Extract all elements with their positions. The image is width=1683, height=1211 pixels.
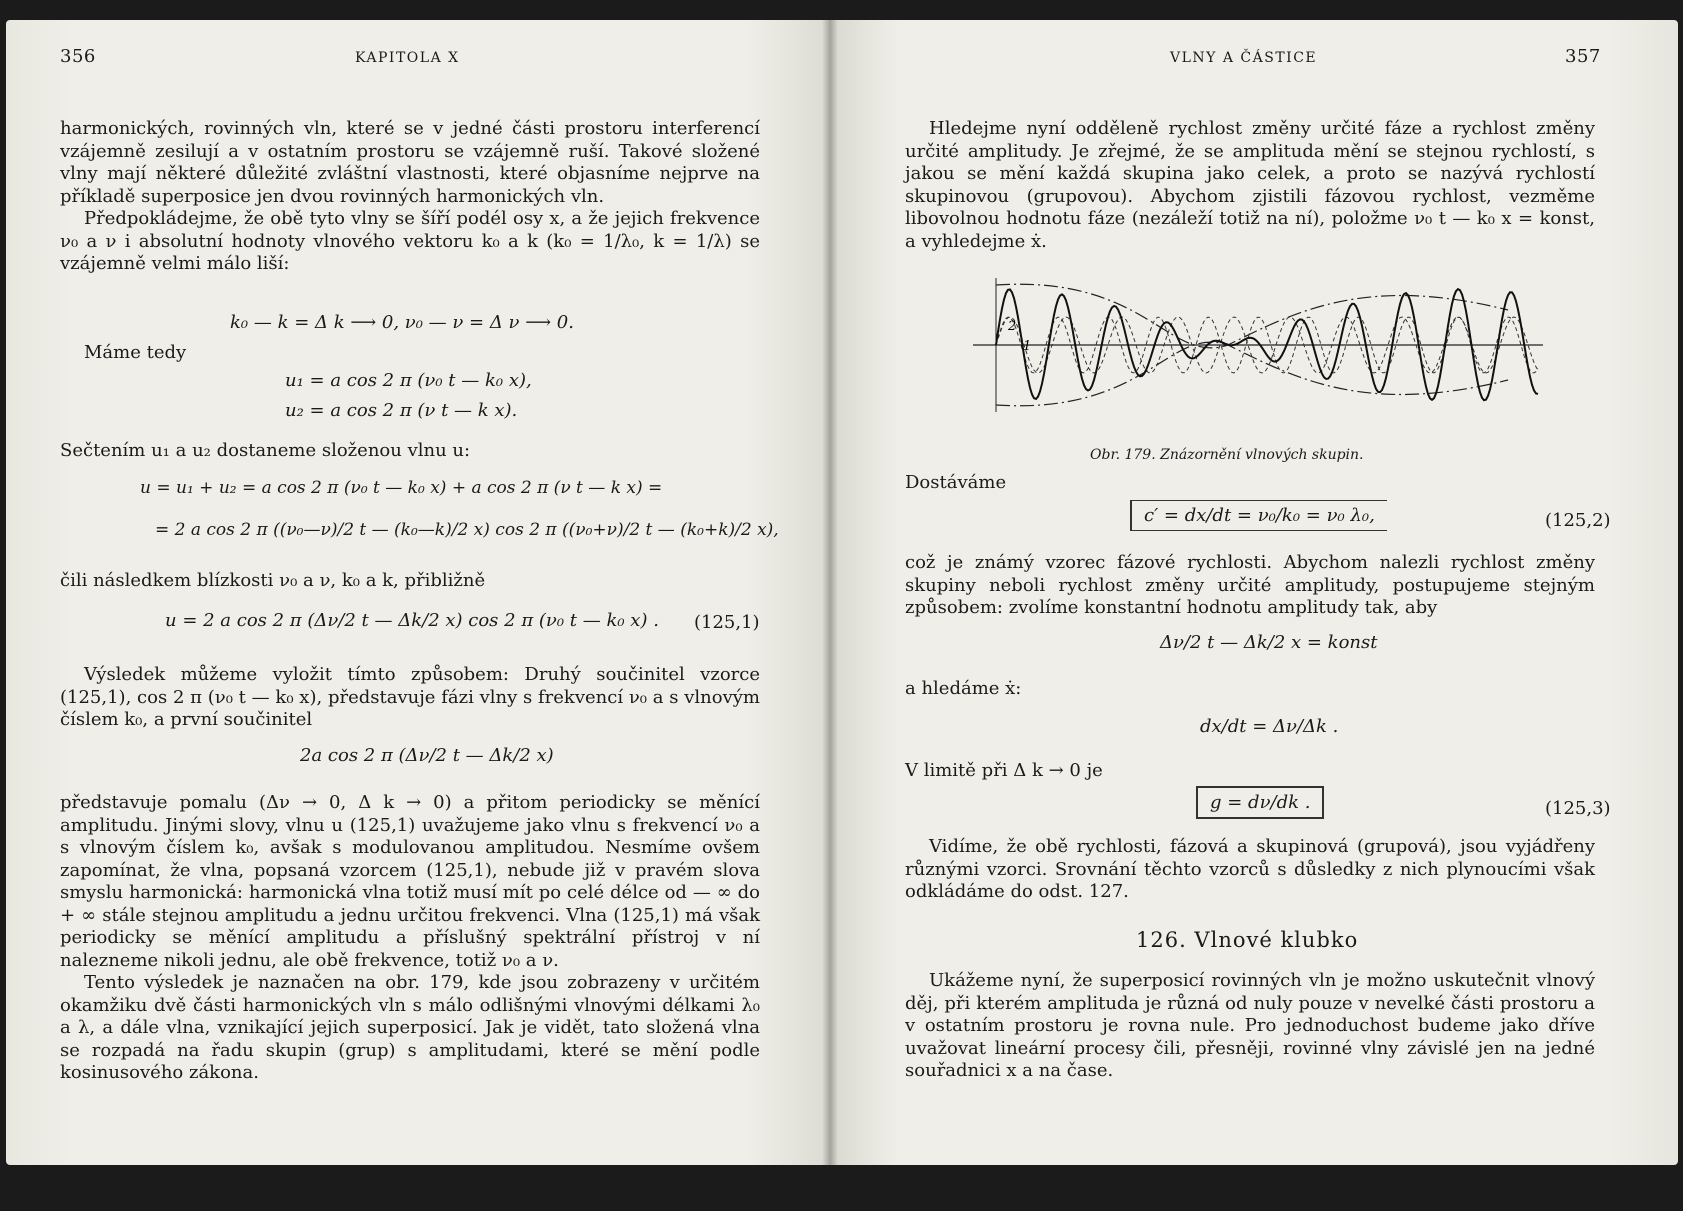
equation-125-3: g = dν/dk .: [1196, 786, 1324, 819]
left-p2-text: Předpokládejme, že obě tyto vlny se šíří podél osy x, a že jejich frekvence ν₀ a ν i absolutní hodnoty vlnového vektoru k₀ a k (k₀ = 1/λ₀, k = 1/λ) se vzájemně velmi málo liší:: [60, 208, 760, 274]
equation-dxdt: dx/dt = Δν/Δk .: [1200, 716, 1339, 737]
limite-text: V limitě při Δ k → 0 je: [905, 760, 1103, 781]
equation-first-factor: 2a cos 2 π (Δν/2 t — Δk/2 x): [300, 745, 554, 766]
wave-groups-figure: [968, 270, 1548, 420]
equation-sum-line1: u = u₁ + u₂ = a cos 2 π (ν₀ t — k₀ x) + a cos 2 π (ν t — k x) =: [140, 478, 663, 498]
mame-tedy-text: Máme tedy: [84, 342, 187, 363]
equation-125-3-number: (125,3): [1545, 798, 1611, 819]
wave-groups-svg: [968, 270, 1548, 420]
left-paragraph-1: [60, 118, 760, 276]
figure-caption: Obr. 179. Znázornění vlnových skupin.: [1090, 447, 1364, 463]
left-running-head: KAPITOLA X: [355, 50, 460, 66]
coz-paragraph: což je známý vzorec fázové rychlosti. Abychom nalezli rychlost změny skupiny neboli rychlost změny určité amplitudy, postupujeme stejným způsobem: zvolíme konstantní hodnotu amplitudy tak, aby: [905, 552, 1595, 618]
figure-label-2: 2: [1008, 319, 1017, 334]
equation-125-2-number: (125,2): [1545, 510, 1611, 531]
left-p1-text: harmonických, rovinných vln, které se v jedné části prostoru interferencí vzájemně zesilují a v ostatním prostoru se vzájemně ruší. Takové složené vlny mají některé důležité zvláštní vlastnosti, které objasníme nejprve na příkladě superposice jen dvou rovinných harmonických vln.: [60, 118, 760, 207]
equation-u1: u₁ = a cos 2 π (ν₀ t — k₀ x),: [285, 370, 532, 391]
right-page-number: 357: [1565, 46, 1601, 67]
equation-sum-line2: = 2 a cos 2 π ((ν₀—ν)/2 t — (k₀—k)/2 x) cos 2 π ((ν₀+ν)/2 t — (k₀+k)/2 x),: [155, 520, 779, 540]
equation-konst: Δν/2 t — Δk/2 x = konst: [1160, 632, 1378, 653]
equation-u2: u₂ = a cos 2 π (ν t — k x).: [285, 400, 518, 421]
dostavame-text: Dostáváme: [905, 472, 1007, 493]
right-running-head: VLNY A ČÁSTICE: [1170, 50, 1318, 66]
equation-125-2: c′ = dx/dt = ν₀/k₀ = ν₀ λ₀,: [1130, 500, 1387, 531]
book-gutter: [822, 20, 838, 1165]
vysledek-paragraph: Výsledek můžeme vyložit tímto způsobem: Druhý součinitel vzorce (125,1), cos 2 π (ν₀ t — k₀ x), představuje fázi vlny s frekvencí ν₀ a s vlnovým číslem k₀, a první součinitel: [60, 664, 760, 730]
figure-label-1: 1: [1023, 339, 1032, 354]
tento-paragraph: Tento výsledek je naznačen na obr. 179, kde jsou zobrazeny v určitém okamžiku dvě části harmonických vln s málo odlišnými vlnovými délkami λ₀ a λ, a dále vlna, vznikající jejich superposicí. Jak je vidět, tato složená vlna se rozpadá na řadu skupin (grup) s amplitudami, které se mění podle kosinusového zákona.: [60, 972, 760, 1083]
equation-125-1-number: (125,1): [694, 612, 760, 633]
equation-125-1: u = 2 a cos 2 π (Δν/2 t — Δk/2 x) cos 2 π (ν₀ t — k₀ x) .: [165, 610, 659, 631]
sectenim-text: Sečtením u₁ a u₂ dostaneme složenou vlnu u:: [60, 440, 471, 461]
hledame-text: a hledáme ẋ:: [905, 678, 1022, 699]
equation-limits: k₀ — k = Δ k ⟶ 0, ν₀ — ν = Δ ν ⟶ 0.: [230, 312, 574, 333]
ukazeme-paragraph: Ukážeme nyní, že superposicí rovinných vln je možno uskutečnit vlnový děj, při kterém amplituda je různá od nuly pouze v nevelké části prostoru a v ostatním prostoru je rovna nule. Pro jednoduchost budeme jako dříve uvažovat lineární procesy čili, přesněji, rovinné vlny závislé jen na jedné souřadnici x a na čase.: [905, 970, 1595, 1081]
right-paragraph-1: Hledejme nyní odděleně rychlost změny určité fáze a rychlost změny určité amplitudy. Je zřejmé, že se amplituda mění se stejnou rychlostí, s jakou se mění každá skupina jako celek, a proto se nazývá rychlostí skupinovou (grupovou). Abychom zjistili fázovou rychlost, vezměme libovolnou hodnotu fáze (nezáleží totiž na ní), položme ν₀ t — k₀ x = konst, a vyhledejme ẋ.: [905, 118, 1595, 252]
section-heading: 126. Vlnové klubko: [1136, 928, 1359, 952]
predstavuje-paragraph: představuje pomalu (Δν → 0, Δ k → 0) a přitom periodicky se měnící amplitudu. Jinými slovy, vlnu u (125,1) uvažujeme jako vlnu s frekvencí ν₀ a s vlnovým číslem k₀, avšak s modulovanou amplitudou. Nesmíme ovšem zapomínat, že vlna, popsaná vzorcem (125,1), nebude již v pravém slova smyslu harmonická: harmonická vlna totiž musí mít po celé délce od — ∞ do + ∞ stále stejnou amplitudu a jednu určitou frekvenci. Vlna (125,1) má však periodicky se měnící amplitudu a příslušný spektrální přístroj v ní nalezneme nikoli jednu, ale obě frekvence, totiž ν₀ a ν.: [60, 792, 760, 971]
cili-text: čili následkem blízkosti ν₀ a ν, k₀ a k, přibližně: [60, 570, 486, 591]
left-page-number: 356: [60, 46, 96, 67]
vidime-paragraph: Vidíme, že obě rychlosti, fázová a skupinová (grupová), jsou vyjádřeny různými vzorci. Srovnání těchto vzorců s důsledky z nich plynoucími však odkládáme do odst. 127.: [905, 836, 1595, 902]
